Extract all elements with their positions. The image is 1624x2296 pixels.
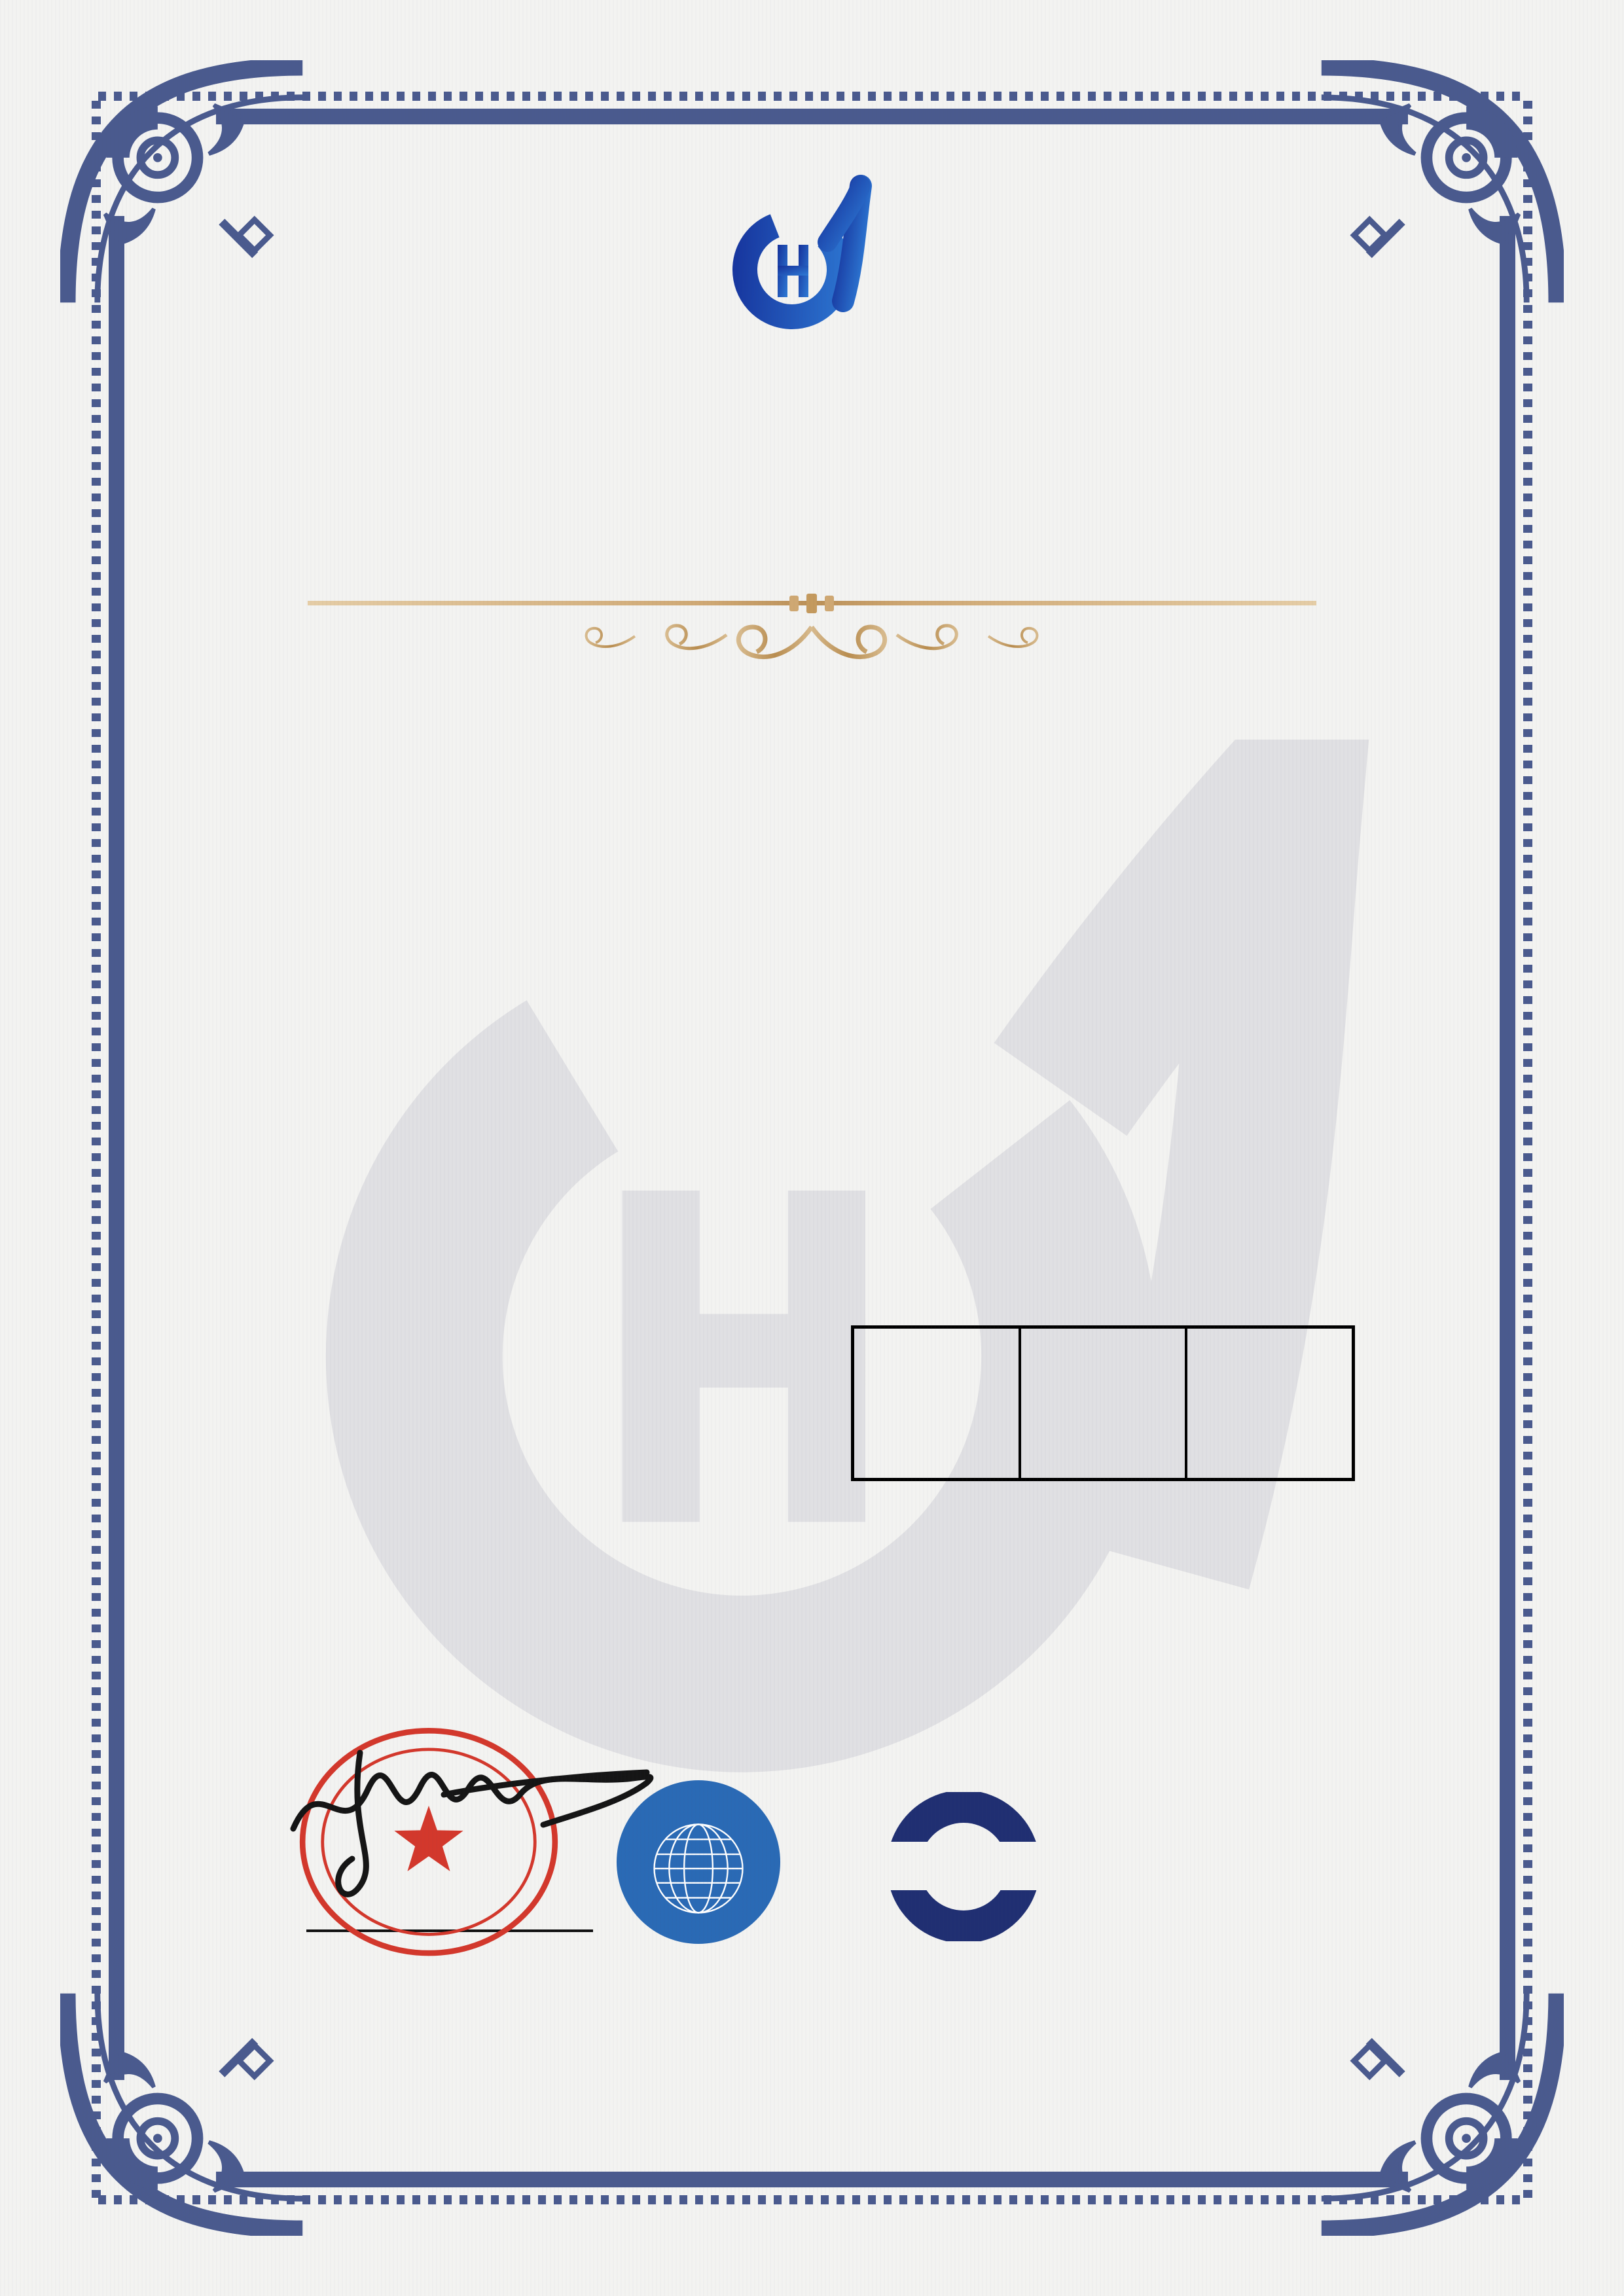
border-fleur-top <box>281 39 1343 85</box>
border-checker-right <box>1523 98 1532 2198</box>
corner-ornament-bottom-right <box>1315 1987 1564 2236</box>
border-fleur-bottom <box>281 2211 1343 2257</box>
border-diamond-right <box>1500 216 1515 2080</box>
huayi-logo <box>708 171 909 343</box>
corner-ornament-top-left <box>60 60 309 309</box>
supervision-table <box>851 1325 1355 1481</box>
border-fleur-right <box>1540 281 1586 2015</box>
qr-code <box>1193 1984 1344 2136</box>
border-diamond-bottom <box>216 2172 1408 2187</box>
issuer-signature <box>280 1690 673 1912</box>
supervision-cell-1 <box>854 1329 1019 1478</box>
cnas-logo <box>804 1792 1131 1941</box>
footer-company-row <box>262 2100 1244 2138</box>
gold-flourish <box>517 615 1106 674</box>
border-fleur-left <box>38 281 84 2015</box>
gold-divider-center <box>784 592 839 615</box>
supervision-cell-2 <box>1019 1329 1185 1478</box>
border-diamond-top <box>216 109 1408 124</box>
border-checker-bottom <box>98 2195 1526 2204</box>
corner-ornament-top-right <box>1315 60 1564 309</box>
border-diamond-left <box>109 216 124 2080</box>
footer-notes <box>262 1974 1198 1988</box>
border-checker-top <box>98 92 1526 101</box>
dates-block <box>262 1346 851 1391</box>
border-checker-left <box>92 98 101 2198</box>
supervision-cell-3 <box>1185 1329 1352 1478</box>
